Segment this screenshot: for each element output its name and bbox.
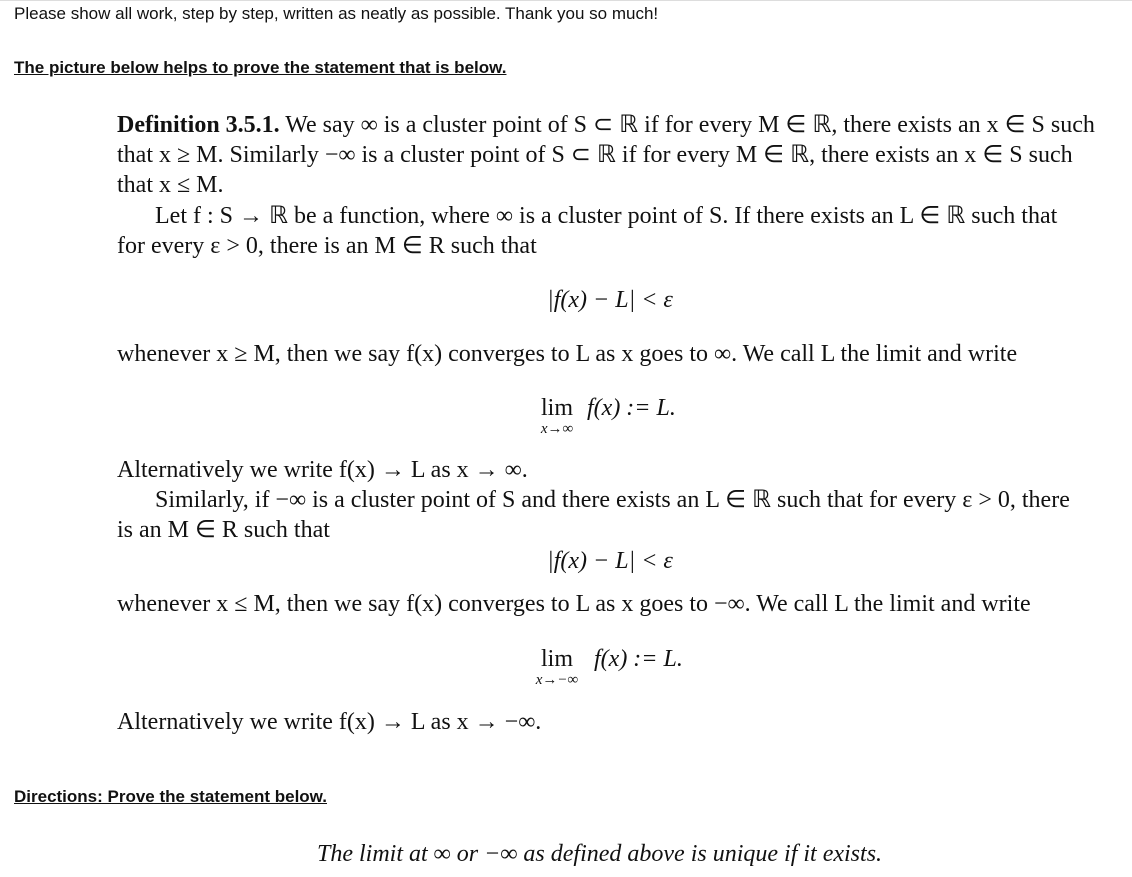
definition-line-5: for every ε > 0, there is an M ∈ R such that [117,233,537,259]
equation-inequality-1: |f(x) − L| < ε [547,287,673,313]
limit-1-expression: f(x) := L. [587,395,676,421]
limit-2-expression: f(x) := L. [594,646,683,672]
directions-heading: Directions: Prove the statement below. [14,787,327,806]
definition-title: Definition 3.5.1. [117,112,280,138]
definition-line-7: Alternatively we write f(x) → L as x → ∞. [117,457,528,483]
picture-note-heading: The picture below helps to prove the statement that is below. [14,58,507,77]
limit-2-word: lim [540,646,574,672]
limit-expression-2 [536,647,578,688]
definition-line-6: whenever x ≥ M, then we say f(x) converges to L as x goes to ∞. We call L the limit and write [117,341,1018,367]
definition-line-10: whenever x ≤ M, then we say f(x) converges to L as x goes to −∞. We call L the limit and write [117,591,1031,617]
definition-line-1-text: We say ∞ is a cluster point of S ⊂ ℝ if for every M ∈ ℝ, there exists an x ∈ S such [279,112,1095,138]
limit-expression-1 [541,396,573,437]
limit-2-subscript: x→−∞ [535,672,579,688]
limit-1-word: lim [540,395,574,421]
definition-line-4: Let f : S → ℝ be a function, where ∞ is a cluster point of S. If there exists an L ∈ ℝ such that [155,203,1058,229]
definition-line-8: Similarly, if −∞ is a cluster point of S and there exists an L ∈ ℝ such that for every ε > 0, there [155,487,1070,513]
request-text: Please show all work, step by step, written as neatly as possible. Thank you so much! [14,4,659,23]
definition-line-2: that x ≥ M. Similarly −∞ is a cluster point of S ⊂ ℝ if for every M ∈ ℝ, there exists an x ∈ S such [117,142,1073,168]
definition-line-11: Alternatively we write f(x) → L as x → −∞. [117,709,542,735]
top-divider [0,0,1132,1]
equation-inequality-2: |f(x) − L| < ε [547,548,673,574]
definition-line-3: that x ≤ M. [117,172,224,198]
statement-to-prove: The limit at ∞ or −∞ as defined above is unique if it exists. [317,841,883,867]
definition-line-1 [117,113,1095,137]
definition-line-9: is an M ∈ R such that [117,517,330,543]
limit-1-subscript: x→∞ [540,421,574,437]
